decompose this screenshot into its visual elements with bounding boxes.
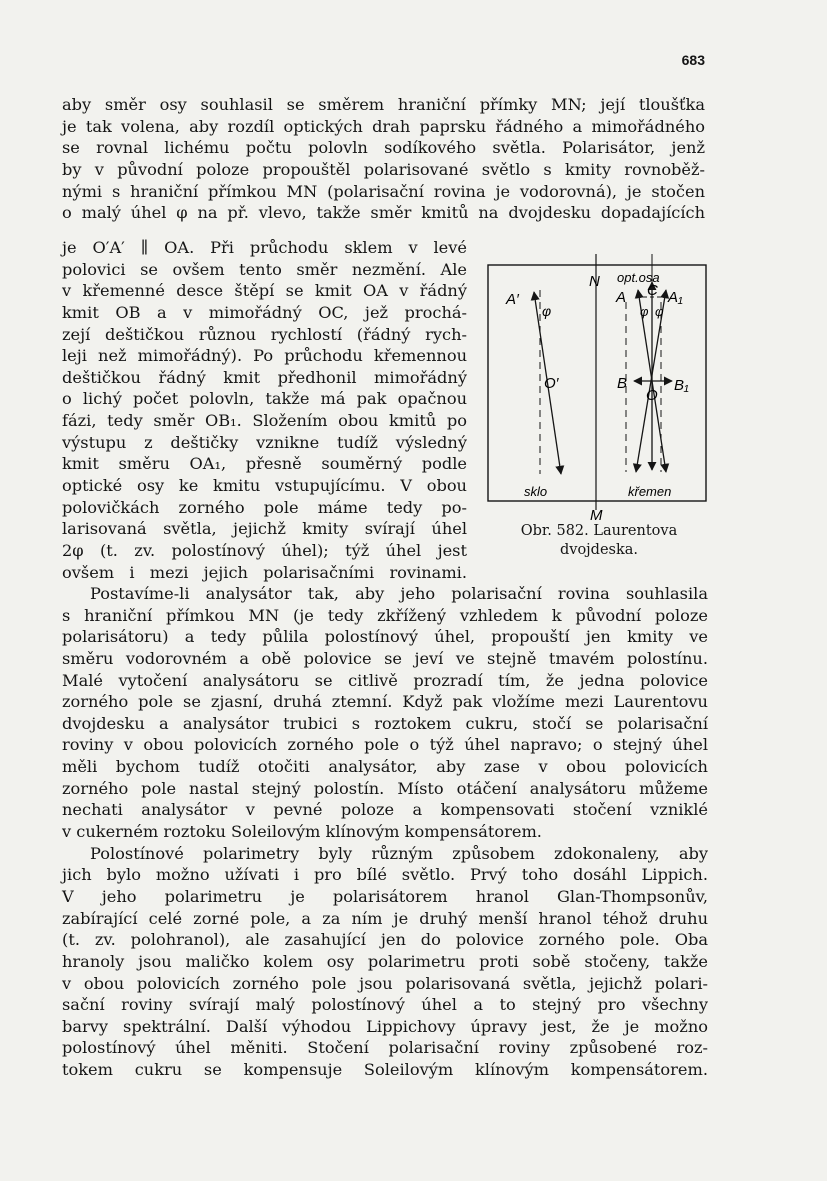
text-line: kmit směru OA₁, přesně souměrný podle xyxy=(62,454,467,474)
figure-laurent-plate xyxy=(486,262,708,524)
text-line: Polostínové polarimetry byly různým způsobem zdokonaleny, aby xyxy=(90,843,708,863)
text-line: sační roviny svírají malý polostínový úhel a to stejný pro všechny xyxy=(62,995,708,1015)
text-line: dvojdesku a analysátor trubici s roztokem cukru, stočí se polarisační xyxy=(62,713,708,733)
text-line: v křemenné desce štěpí se kmit OA v řádný xyxy=(62,281,467,301)
text-line: je tak volena, aby rozdíl optických drah paprsku řádného a mimořádného xyxy=(62,116,705,136)
text-line: směru vodorovném a obě polovice se jeví ve stejně tmavém polostínu. xyxy=(62,648,708,668)
label-B: B xyxy=(617,375,628,392)
text-line: leji než mimořádný). Po průchodu křemennou xyxy=(62,346,467,366)
text-line: zabírající celé zorné pole, a za ním je druhý menší hranol téhož druhu xyxy=(62,908,708,928)
text-line: v cukerném roztoku Soleilovým klínovým kompensátorem. xyxy=(62,822,542,842)
text-line: v obou polovicích zorného pole jsou polarisovaná světla, jejichž polari- xyxy=(62,973,708,993)
text-line: roviny v obou polovicích zorného pole o týž úhel napravo; o stejný úhel xyxy=(62,735,708,755)
paragraph-beside-figure xyxy=(62,237,467,583)
text-line: 2φ (t. zv. polostínový úhel); týž úhel jest xyxy=(62,540,467,560)
text-line: polovici se ovšem tento směr nezmění. Ale xyxy=(62,259,467,279)
text-line: o lichý počet polovln, takže má pak opačnou xyxy=(62,389,467,409)
text-line: aby směr osy souhlasil se směrem hraniční přímky MN; její tloušťka xyxy=(62,95,705,114)
label-A-prime: A′ xyxy=(506,291,519,308)
text-line: kmit OB a v mimořádný OC, jež prochá- xyxy=(62,302,467,322)
label-O-prime: O′ xyxy=(544,375,559,392)
text-line: Malé vytočení analysátoru se citlivě prozradí tím, že jedna polovice xyxy=(62,670,708,690)
label-M: M xyxy=(590,507,603,524)
text-line: je O′A′ ∥ OA. Při průchodu sklem v levé xyxy=(62,238,467,257)
text-line: jich bylo možno užívati i pro bílé světlo. Prvý toho dosáhl Lippich. xyxy=(62,865,708,885)
label-phi-r1: φ xyxy=(640,304,649,319)
text-line: barvy spektrální. Další výhodou Lippichovy úpravy jest, že je možno xyxy=(62,1016,708,1036)
paragraph-top xyxy=(62,94,705,224)
figure-caption-line: Obr. 582. Laurentova xyxy=(520,523,678,539)
text-line: tokem cukru se kompensuje Soleilovým klínovým kompensátorem. xyxy=(62,1060,708,1080)
paragraph-bottom xyxy=(62,583,708,1081)
text-line: se rovnal lichému počtu polovln sodíkového světla. Polarisátor, jenž xyxy=(62,138,705,158)
text-line: optické osy ke kmitu vstupujícímu. V obou xyxy=(62,476,467,496)
label-sklo: sklo xyxy=(524,484,548,499)
text-line: měli bychom tudíž otočiti analysátor, aby zase v obou polovicích xyxy=(62,757,708,777)
text-line: nechati analysátor v pevné poloze a kompensovati stočení vzniklé xyxy=(62,800,708,820)
label-C: C xyxy=(647,282,658,299)
text-line: nými s hraniční přímkou MN (polarisační rovina je vodorovná), je stočen xyxy=(62,181,705,201)
text-line: s hraniční přímkou MN (je tedy zkřížený vzhledem k původní poloze xyxy=(62,605,708,625)
text-line: zorného pole nastal stejný polostín. Místo otáčení analysátoru můžeme xyxy=(62,778,708,798)
label-A1: A₁ xyxy=(668,289,683,306)
text-line: Postavíme-li analysátor tak, aby jeho polarisační rovina souhlasila xyxy=(90,584,708,603)
text-line: polovičkách zorného pole máme tedy po- xyxy=(62,497,467,517)
text-line: (t. zv. polohranol), ale zasahující jen do polovice zorného pole. Oba xyxy=(62,930,708,950)
text-line: výstupu z deštičky vznikne tudíž výsledný xyxy=(62,432,467,452)
label-phi-r2: φ xyxy=(655,304,664,319)
label-O: O xyxy=(646,387,658,404)
label-kremen: křemen xyxy=(628,484,672,499)
text-line: polostínový úhel měniti. Stočení polarisační roviny způsobené roz- xyxy=(62,1038,708,1058)
figure-caption-line: dvojdeska. xyxy=(559,542,639,558)
text-line: polarisátoru) a tedy půlila polostínový úhel, propouští jen kmity ve xyxy=(62,627,708,647)
label-optic-axis: opt.osa xyxy=(617,270,660,285)
text-line: fázi, tedy směr OB₁. Složením obou kmitů po xyxy=(62,411,467,431)
text-line: o malý úhel φ na př. vlevo, takže směr kmitů na dvojdesku dopadajících xyxy=(62,203,705,223)
text-line: deštičkou řádný kmit předhonil mimořádný xyxy=(62,367,467,387)
text-line: zejí deštičkou různou rychlostí (řádný rych- xyxy=(62,324,467,344)
label-B1: B₁ xyxy=(674,377,689,394)
page-number: 683 xyxy=(681,52,705,68)
label-phi-left: φ xyxy=(542,303,552,319)
label-A: A xyxy=(616,289,627,306)
text-line: hranoly jsou maličko kolem osy polarimetru proti sobě stočeny, takže xyxy=(62,951,708,971)
text-line: larisovaná světla, jejichž kmity svírají úhel xyxy=(62,519,467,539)
text-line: by v původní poloze propouštěl polarisované světlo s kmity rovnoběž- xyxy=(62,159,705,179)
text-line: ovšem i mezi jejich polarisačními rovinami. xyxy=(62,562,467,582)
text-line: zorného pole se zjasní, druhá ztemní. Když pak vložíme mezi Laurentovu xyxy=(62,692,708,712)
label-N: N xyxy=(589,273,600,290)
text-line: V jeho polarimetru je polarisátorem hranol Glan-Thompsonův, xyxy=(62,886,708,906)
figure-diagram xyxy=(486,262,708,524)
